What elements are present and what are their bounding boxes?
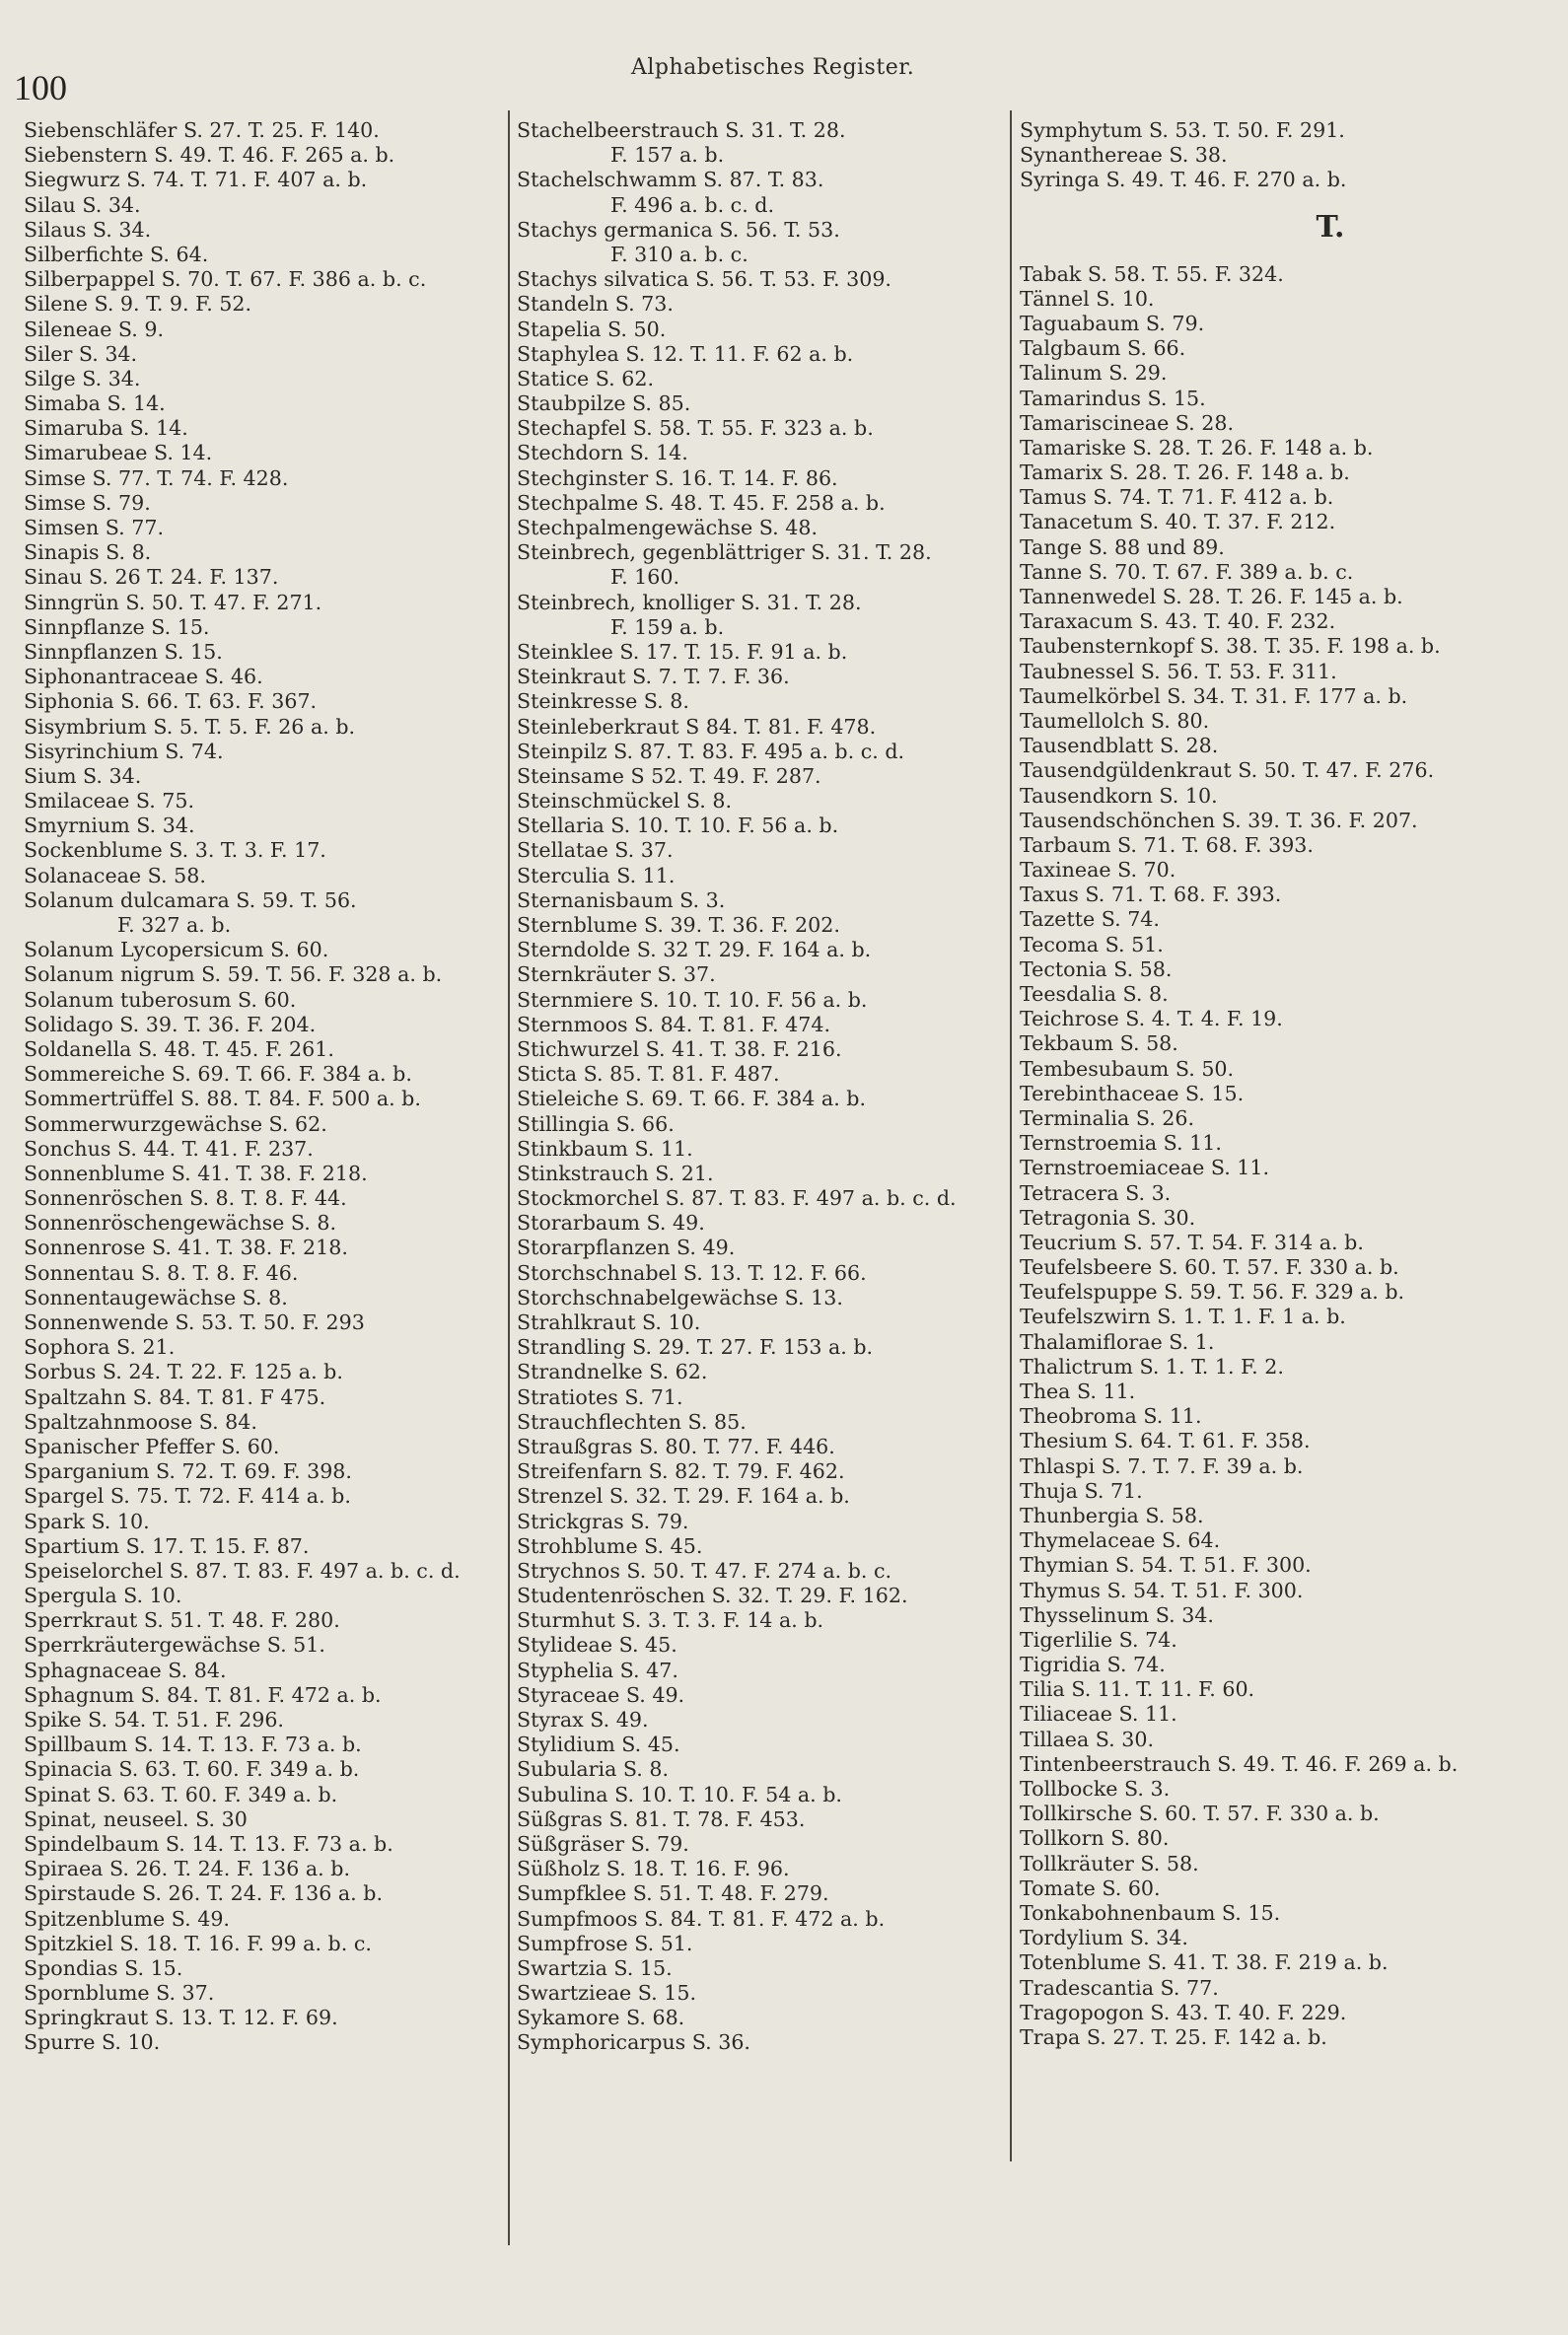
index-entry: Steinkresse S. 8. — [517, 689, 689, 714]
index-entry: Teesdalia S. 8. — [1020, 982, 1169, 1006]
index-entry: Silberpappel S. 70. T. 67. F. 386 a. b. c. — [24, 267, 427, 292]
index-entry: Subulina S. 10. T. 10. F. 54 a. b. — [517, 1782, 842, 1806]
index-entry: Stachelschwamm S. 87. T. 83. — [517, 168, 824, 192]
index-entry: Speiselorchel S. 87. T. 83. F. 497 a. b. c. d. — [24, 1558, 461, 1583]
index-column-3 — [1020, 118, 1552, 2050]
page-number: 100 — [14, 68, 67, 107]
index-column-1 — [24, 118, 507, 2056]
index-entry: Sternanisbaum S. 3. — [517, 887, 726, 912]
index-entry-continuation: F. 496 a. b. c. d. — [610, 192, 775, 217]
index-entry: Sinau S. 26 T. 24. F. 137. — [24, 565, 279, 590]
index-entry: Sturmhut S. 3. T. 3. F. 14 a. b. — [517, 1608, 824, 1633]
index-entry: Tiliaceae S. 11. — [1020, 1702, 1177, 1727]
index-entry: Stichwurzel S. 41. T. 38. F. 216. — [517, 1036, 842, 1061]
index-entry: Sinnpflanze S. 15. — [24, 614, 210, 639]
index-entry: Staphylea S. 12. T. 11. F. 62 a. b. — [517, 341, 854, 366]
index-entry: Tanne S. 70. T. 67. F. 389 a. b. c. — [1020, 559, 1354, 584]
index-entry: Swartzia S. 15. — [517, 1955, 673, 1980]
index-entry: Stechapfel S. 58. T. 55. F. 323 a. b. — [517, 416, 874, 441]
index-entry: Spanischer Pfeffer S. 60. — [24, 1434, 280, 1458]
index-entry: Spark S. 10. — [24, 1509, 150, 1533]
index-entry: Stachys silvatica S. 56. T. 53. F. 309. — [517, 267, 891, 292]
index-entry: Thalictrum S. 1. T. 1. F. 2. — [1020, 1354, 1284, 1379]
index-entry: Storarbaum S. 49. — [517, 1211, 705, 1236]
index-entry: Solanum Lycopersicum S. 60. — [24, 938, 329, 962]
index-entry: Totenblume S. 41. T. 38. F. 219 a. b. — [1020, 1950, 1389, 1975]
index-entry: Symphytum S. 53. T. 50. F. 291. — [1020, 118, 1345, 142]
index-entry: Sternmiere S. 10. T. 10. F. 56 a. b. — [517, 987, 868, 1012]
index-entry: Strickgras S. 79. — [517, 1509, 689, 1533]
index-entry: Styraceae S. 49. — [517, 1682, 685, 1707]
index-entry: Sorbus S. 24. T. 22. F. 125 a. b. — [24, 1360, 343, 1384]
index-entry: Sonnenblume S. 41. T. 38. F. 218. — [24, 1161, 368, 1185]
index-entry: Stechdorn S. 14. — [517, 441, 688, 465]
index-entry: Sternblume S. 39. T. 36. F. 202. — [517, 913, 840, 937]
index-entry: Strohblume S. 45. — [517, 1533, 703, 1558]
index-entry: Subularia S. 8. — [517, 1757, 670, 1782]
index-entry: Synanthereae S. 38. — [1020, 143, 1228, 168]
index-entry: Ternstroemia S. 11. — [1020, 1131, 1222, 1156]
column-divider — [1010, 110, 1012, 2161]
index-entry: Teufelspuppe S. 59. T. 56. F. 329 a. b. — [1020, 1280, 1405, 1305]
index-entry: Stechginster S. 16. T. 14. F. 86. — [517, 465, 838, 490]
index-entry: Sperrkraut S. 51. T. 48. F. 280. — [24, 1608, 340, 1633]
index-entry: Sinngrün S. 50. T. 47. F. 271. — [24, 590, 322, 614]
index-entry: Thymelaceae S. 64. — [1020, 1528, 1221, 1553]
index-entry: Tetracera S. 3. — [1020, 1180, 1172, 1205]
index-entry: Spinat, neuseel. S. 30 — [24, 1806, 248, 1831]
index-entry: Taxus S. 71. T. 68. F. 393. — [1020, 883, 1282, 907]
index-entry: Tradescantia S. 77. — [1020, 1975, 1219, 2000]
index-entry: Strauchflechten S. 85. — [517, 1409, 747, 1434]
index-entry: Thea S. 11. — [1020, 1380, 1136, 1403]
index-entry: Sperrkräutergewächse S. 51. — [24, 1633, 325, 1658]
section-letter: T. — [1316, 209, 1345, 245]
index-entry: Taumelkörbel S. 34. T. 31. F. 177 a. b. — [1020, 683, 1408, 708]
index-entry: Tännel S. 10. — [1020, 286, 1155, 311]
index-entry: Tragopogon S. 43. T. 40. F. 229. — [1020, 2000, 1347, 2024]
index-entry: Statice S. 62. — [517, 366, 655, 390]
index-entry: Strahlkraut S. 10. — [517, 1310, 701, 1334]
index-entry: Staubpilze S. 85. — [517, 391, 691, 416]
index-entry: Spitzkiel S. 18. T. 16. F. 99 a. b. c. — [24, 1931, 372, 1955]
index-entry: Springkraut S. 13. T. 12. F. 69. — [24, 2006, 338, 2030]
index-entry: Spornblume S. 37. — [24, 1981, 215, 2006]
index-entry: Sternkräuter S. 37. — [517, 962, 716, 987]
index-entry: Steinsame S 52. T. 49. F. 287. — [517, 763, 821, 788]
index-entry: Teufelsbeere S. 60. T. 57. F. 330 a. b. — [1020, 1255, 1399, 1280]
index-entry-continuation: F. 157 a. b. — [610, 143, 725, 168]
index-entry: Terminalia S. 26. — [1020, 1105, 1195, 1130]
index-entry: Silge S. 34. — [24, 366, 141, 390]
index-entry: Streifenfarn S. 82. T. 79. F. 462. — [517, 1459, 845, 1484]
index-entry: Stratiotes S. 71. — [517, 1384, 683, 1409]
index-entry: Siebenstern S. 49. T. 46. F. 265 a. b. — [24, 143, 395, 168]
index-entry: Spurre S. 10. — [24, 2030, 161, 2055]
index-entry: Spergula S. 10. — [24, 1584, 182, 1608]
index-entry: Tamariscineae S. 28. — [1020, 410, 1235, 435]
index-entry: Solidago S. 39. T. 36. F. 204. — [24, 1012, 317, 1036]
index-entry: Tectonia S. 58. — [1020, 956, 1173, 981]
index-entry: Talgbaum S. 66. — [1020, 336, 1186, 361]
index-entry: Teichrose S. 4. T. 4. F. 19. — [1020, 1007, 1283, 1031]
index-entry: Sonnentaugewächse S. 8. — [24, 1285, 288, 1309]
index-entry-continuation: F. 160. — [610, 565, 680, 590]
column-divider — [508, 110, 510, 2245]
index-entry: Tannenwedel S. 28. T. 26. F. 145 a. b. — [1020, 585, 1403, 608]
index-entry: Simaba S. 14. — [24, 391, 166, 416]
index-entry-continuation: F. 159 a. b. — [610, 614, 725, 639]
index-entry: Taguabaum S. 79. — [1020, 311, 1205, 335]
index-entry: Sonchus S. 44. T. 41. F. 237. — [24, 1136, 314, 1161]
index-entry: Steinschmückel S. 8. — [517, 789, 733, 814]
index-entry: Storchschnabelgewächse S. 13. — [517, 1285, 843, 1309]
index-entry: Tigerlilie S. 74. — [1020, 1627, 1177, 1652]
index-entry: Süßgras S. 81. T. 78. F. 453. — [517, 1806, 806, 1831]
index-entry: Tausendkorn S. 10. — [1020, 783, 1218, 808]
index-entry: Smyrnium S. 34. — [24, 814, 195, 838]
index-entry: Stachys germanica S. 56. T. 53. — [517, 217, 840, 242]
index-entry: Stillingia S. 66. — [517, 1111, 675, 1136]
index-entry: Soldanella S. 48. T. 45. F. 261. — [24, 1036, 334, 1061]
index-entry: Thalamiflorae S. 1. — [1020, 1329, 1215, 1354]
index-entry: Thuja S. 71. — [1020, 1478, 1143, 1503]
index-entry: Sisymbrium S. 5. T. 5. F. 26 a. b. — [24, 714, 356, 739]
index-entry: Tigridia S. 74. — [1020, 1653, 1166, 1677]
index-entry: Stapelia S. 50. — [517, 317, 667, 341]
index-entry: Silberfichte S. 64. — [24, 242, 209, 266]
index-entry-continuation: F. 327 a. b. — [117, 913, 232, 937]
index-entry: Sterndolde S. 32 T. 29. F. 164 a. b. — [517, 938, 872, 962]
index-entry: Solanaceae S. 58. — [24, 863, 206, 887]
index-entry: Taubnessel S. 56. T. 53. F. 311. — [1020, 659, 1337, 683]
index-entry: Sonnenwende S. 53. T. 50. F. 293 — [24, 1310, 365, 1334]
index-column-2 — [517, 118, 1000, 2056]
index-entry: Sockenblume S. 3. T. 3. F. 17. — [24, 838, 326, 863]
index-entry: Sonnenröschen S. 8. T. 8. F. 44. — [24, 1186, 347, 1211]
index-entry: Spirstaude S. 26. T. 24. F. 136 a. b. — [24, 1881, 384, 1906]
index-entry: Spaltzahn S. 84. T. 81. F 475. — [24, 1384, 326, 1409]
index-entry: Tanacetum S. 40. T. 37. F. 212. — [1020, 510, 1336, 534]
index-entry: Straußgras S. 80. T. 77. F. 446. — [517, 1434, 835, 1458]
index-entry: Tordylium S. 34. — [1020, 1926, 1188, 1950]
index-entry: Siler S. 34. — [24, 341, 138, 366]
index-entry: Spindelbaum S. 14. T. 13. F. 73 a. b. — [24, 1831, 393, 1856]
index-entry: Tollbocke S. 3. — [1020, 1777, 1171, 1801]
index-entry: Teufelszwirn S. 1. T. 1. F. 1 a. b. — [1020, 1305, 1346, 1329]
index-entry: Tomate S. 60. — [1020, 1875, 1161, 1900]
index-entry: Sykamore S. 68. — [517, 2006, 685, 2030]
index-entry: Solanum tuberosum S. 60. — [24, 987, 297, 1012]
index-entry: Sommertrüffel S. 88. T. 84. F. 500 a. b. — [24, 1087, 421, 1111]
index-entry: Tetragonia S. 30. — [1020, 1205, 1196, 1230]
index-entry: Tembesubaum S. 50. — [1020, 1056, 1235, 1081]
index-entry: Thymian S. 54. T. 51. F. 300. — [1020, 1553, 1312, 1578]
index-entry: Spike S. 54. T. 51. F. 296. — [24, 1708, 284, 1732]
index-entry: Tintenbeerstrauch S. 49. T. 46. F. 269 a. b. — [1020, 1751, 1459, 1776]
index-entry: Steinklee S. 17. T. 15. F. 91 a. b. — [517, 639, 848, 664]
index-entry: Stechpalmengewächse S. 48. — [517, 516, 818, 539]
index-entry: Tekbaum S. 58. — [1020, 1031, 1178, 1056]
index-entry: Syringa S. 49. T. 46. F. 270 a. b. — [1020, 168, 1347, 192]
index-entry: Terebinthaceae S. 15. — [1020, 1081, 1245, 1105]
index-entry: Stockmorchel S. 87. T. 83. F. 497 a. b. c. d. — [517, 1186, 957, 1211]
index-entry: Symphoricarpus S. 36. — [517, 2030, 750, 2055]
index-entry: Silene S. 9. T. 9. F. 52. — [24, 292, 252, 317]
index-entry: Tollkorn S. 80. — [1020, 1826, 1170, 1851]
index-entry: Sonnentau S. 8. T. 8. F. 46. — [24, 1260, 299, 1285]
index-entry: Taxineae S. 70. — [1020, 858, 1176, 883]
index-entry: Siegwurz S. 74. T. 71. F. 407 a. b. — [24, 168, 368, 192]
index-entry: Tecoma S. 51. — [1020, 932, 1164, 956]
index-entry: Spitzenblume S. 49. — [24, 1906, 230, 1931]
index-entry: Simse S. 77. T. 74. F. 428. — [24, 465, 289, 490]
index-entry: Silau S. 34. — [24, 192, 141, 217]
index-entry: Styrax S. 49. — [517, 1708, 649, 1732]
index-entry: Styphelia S. 47. — [517, 1658, 678, 1682]
index-entry: Theobroma S. 11. — [1020, 1404, 1202, 1429]
index-entry: Strandnelke S. 62. — [517, 1360, 708, 1384]
index-entry: Taraxacum S. 43. T. 40. F. 232. — [1020, 609, 1336, 634]
index-entry: Sommereiche S. 69. T. 66. F. 384 a. b. — [24, 1062, 412, 1087]
index-entry: Sumpfmoos S. 84. T. 81. F. 472 a. b. — [517, 1906, 886, 1931]
index-entry: Siebenschläfer S. 27. T. 25. F. 140. — [24, 118, 380, 142]
index-entry: Talinum S. 29. — [1020, 361, 1168, 386]
index-entry: Sinnpflanzen S. 15. — [24, 639, 223, 664]
index-entry: Tausendgüldenkraut S. 50. T. 47. F. 276. — [1020, 758, 1435, 783]
index-entry: Sophora S. 21. — [24, 1335, 176, 1360]
index-entry: Spargel S. 75. T. 72. F. 414 a. b. — [24, 1484, 351, 1509]
index-entry: Siphonantraceae S. 46. — [24, 665, 263, 689]
index-entry: Sticta S. 85. T. 81. F. 487. — [517, 1062, 780, 1087]
index-entry: Smilaceae S. 75. — [24, 789, 195, 814]
index-entry: Thysselinum S. 34. — [1020, 1602, 1214, 1627]
index-entry: Tamus S. 74. T. 71. F. 412 a. b. — [1020, 485, 1334, 510]
index-entry: Sumpfrose S. 51. — [517, 1931, 693, 1955]
index-entry: Stinkstrauch S. 21. — [517, 1161, 714, 1185]
index-entry: Sium S. 34. — [24, 763, 142, 788]
index-entry: Strandling S. 29. T. 27. F. 153 a. b. — [517, 1335, 874, 1360]
index-entry: Thymus S. 54. T. 51. F. 300. — [1020, 1578, 1304, 1602]
index-entry: Tillaea S. 30. — [1020, 1727, 1155, 1751]
index-entry: Sonnenröschengewächse S. 8. — [24, 1211, 337, 1236]
index-entry: Sumpfklee S. 51. T. 48. F. 279. — [517, 1881, 829, 1906]
index-entry: Tonkabohnenbaum S. 15. — [1020, 1900, 1281, 1925]
index-entry: Teucrium S. 57. T. 54. F. 314 a. b. — [1020, 1230, 1364, 1254]
index-entry: Sparganium S. 72. T. 69. F. 398. — [24, 1459, 352, 1484]
index-entry: Standeln S. 73. — [517, 292, 674, 317]
index-entry: Süßgräser S. 79. — [517, 1831, 689, 1856]
index-entry: Thesium S. 64. T. 61. F. 358. — [1020, 1429, 1311, 1453]
index-entry: Studentenröschen S. 32. T. 29. F. 162. — [517, 1584, 908, 1608]
index-entry: Tamariske S. 28. T. 26. F. 148 a. b. — [1020, 435, 1374, 460]
index-entry: Steinpilz S. 87. T. 83. F. 495 a. b. c. d. — [517, 739, 905, 763]
index-entry: Tazette S. 74. — [1020, 907, 1160, 932]
index-entry: Steinbrech, knolliger S. 31. T. 28. — [517, 590, 862, 614]
index-entry: Sommerwurzgewächse S. 62. — [24, 1111, 327, 1136]
index-entry: Stinkbaum S. 11. — [517, 1136, 693, 1161]
index-entry: Stylideae S. 45. — [517, 1633, 677, 1658]
index-entry: Tollkirsche S. 60. T. 57. F. 330 a. b. — [1020, 1802, 1380, 1826]
index-entry: Sternmoos S. 84. T. 81. F. 474. — [517, 1012, 831, 1036]
index-entry: Spinacia S. 63. T. 60. F. 349 a. b. — [24, 1757, 360, 1782]
index-entry: Storchschnabel S. 13. T. 12. F. 66. — [517, 1260, 867, 1285]
index-entry: Thunbergia S. 58. — [1020, 1503, 1204, 1527]
index-entry: Sterculia S. 11. — [517, 863, 676, 887]
index-entry: Taumellolch S. 80. — [1020, 708, 1210, 733]
index-entry: Süßholz S. 18. T. 16. F. 96. — [517, 1857, 790, 1881]
index-entry: Sinapis S. 8. — [24, 540, 152, 565]
index-entry: Sisyrinchium S. 74. — [24, 739, 224, 763]
index-entry: Solanum nigrum S. 59. T. 56. F. 328 a. b. — [24, 962, 443, 987]
index-entry: Simsen S. 77. — [24, 516, 165, 539]
index-entry: Spondias S. 15. — [24, 1955, 183, 1980]
index-entry: Spartium S. 17. T. 15. F. 87. — [24, 1533, 310, 1558]
index-entry: Sonnenrose S. 41. T. 38. F. 218. — [24, 1236, 348, 1260]
index-entry: Spillbaum S. 14. T. 13. F. 73 a. b. — [24, 1733, 362, 1757]
index-entry: Tausendblatt S. 28. — [1020, 734, 1219, 758]
index-entry: Sphagnum S. 84. T. 81. F. 472 a. b. — [24, 1682, 382, 1707]
running-title: Alphabetisches Register. — [631, 55, 915, 80]
index-entry-continuation: F. 310 a. b. c. — [610, 242, 748, 266]
index-entry: Strychnos S. 50. T. 47. F. 274 a. b. c. — [517, 1558, 892, 1583]
index-entry: Stellatae S. 37. — [517, 838, 674, 863]
index-entry: Tabak S. 58. T. 55. F. 324. — [1020, 261, 1284, 286]
index-entry: Swartzieae S. 15. — [517, 1981, 696, 2006]
index-entry: Sphagnaceae S. 84. — [24, 1658, 227, 1682]
index-entry: Stylidium S. 45. — [517, 1733, 680, 1757]
index-entry: Tollkräuter S. 58. — [1020, 1851, 1199, 1875]
index-entry: Spinat S. 63. T. 60. F. 349 a. b. — [24, 1782, 338, 1806]
index-entry: Steinbrech, gegenblättriger S. 31. T. 28. — [517, 540, 932, 565]
index-entry: Tausendschönchen S. 39. T. 36. F. 207. — [1020, 808, 1418, 832]
index-entry: Simaruba S. 14. — [24, 416, 188, 441]
index-entry: Strenzel S. 32. T. 29. F. 164 a. b. — [517, 1484, 850, 1509]
index-entry: Steinkraut S. 7. T. 7. F. 36. — [517, 665, 790, 689]
index-entry: Stieleiche S. 69. T. 66. F. 384 a. b. — [517, 1087, 867, 1111]
index-entry: Stellaria S. 10. T. 10. F. 56 a. b. — [517, 814, 839, 838]
index-entry: Silaus S. 34. — [24, 217, 152, 242]
index-entry: Storarpflanzen S. 49. — [517, 1236, 736, 1260]
index-entry: Trapa S. 27. T. 25. F. 142 a. b. — [1020, 2024, 1327, 2049]
index-entry: Ternstroemiaceae S. 11. — [1020, 1156, 1270, 1180]
index-entry: Tilia S. 11. T. 11. F. 60. — [1020, 1677, 1255, 1702]
index-entry: Tamarix S. 28. T. 26. F. 148 a. b. — [1020, 460, 1350, 485]
index-entry: Stachelbeerstrauch S. 31. T. 28. — [517, 118, 846, 142]
index-entry: Stechpalme S. 48. T. 45. F. 258 a. b. — [517, 490, 886, 515]
index-entry: Steinleberkraut S 84. T. 81. F. 478. — [517, 714, 877, 739]
index-entry: Spaltzahnmoose S. 84. — [24, 1409, 257, 1434]
index-entry: Taubensternkopf S. 38. T. 35. F. 198 a. b. — [1020, 634, 1441, 659]
index-entry: Solanum dulcamara S. 59. T. 56. — [24, 887, 357, 912]
index-entry: Thlaspi S. 7. T. 7. F. 39 a. b. — [1020, 1453, 1304, 1478]
index-entry: Simse S. 79. — [24, 490, 151, 515]
index-entry: Tarbaum S. 71. T. 68. F. 393. — [1020, 832, 1314, 857]
index-entry: Simarubeae S. 14. — [24, 441, 213, 465]
index-entry: Tange S. 88 und 89. — [1020, 534, 1225, 559]
index-entry: Siphonia S. 66. T. 63. F. 367. — [24, 689, 318, 714]
index-entry: Sileneae S. 9. — [24, 317, 165, 341]
index-entry: Spiraea S. 26. T. 24. F. 136 a. b. — [24, 1857, 350, 1881]
index-entry: Tamarindus S. 15. — [1020, 386, 1206, 410]
